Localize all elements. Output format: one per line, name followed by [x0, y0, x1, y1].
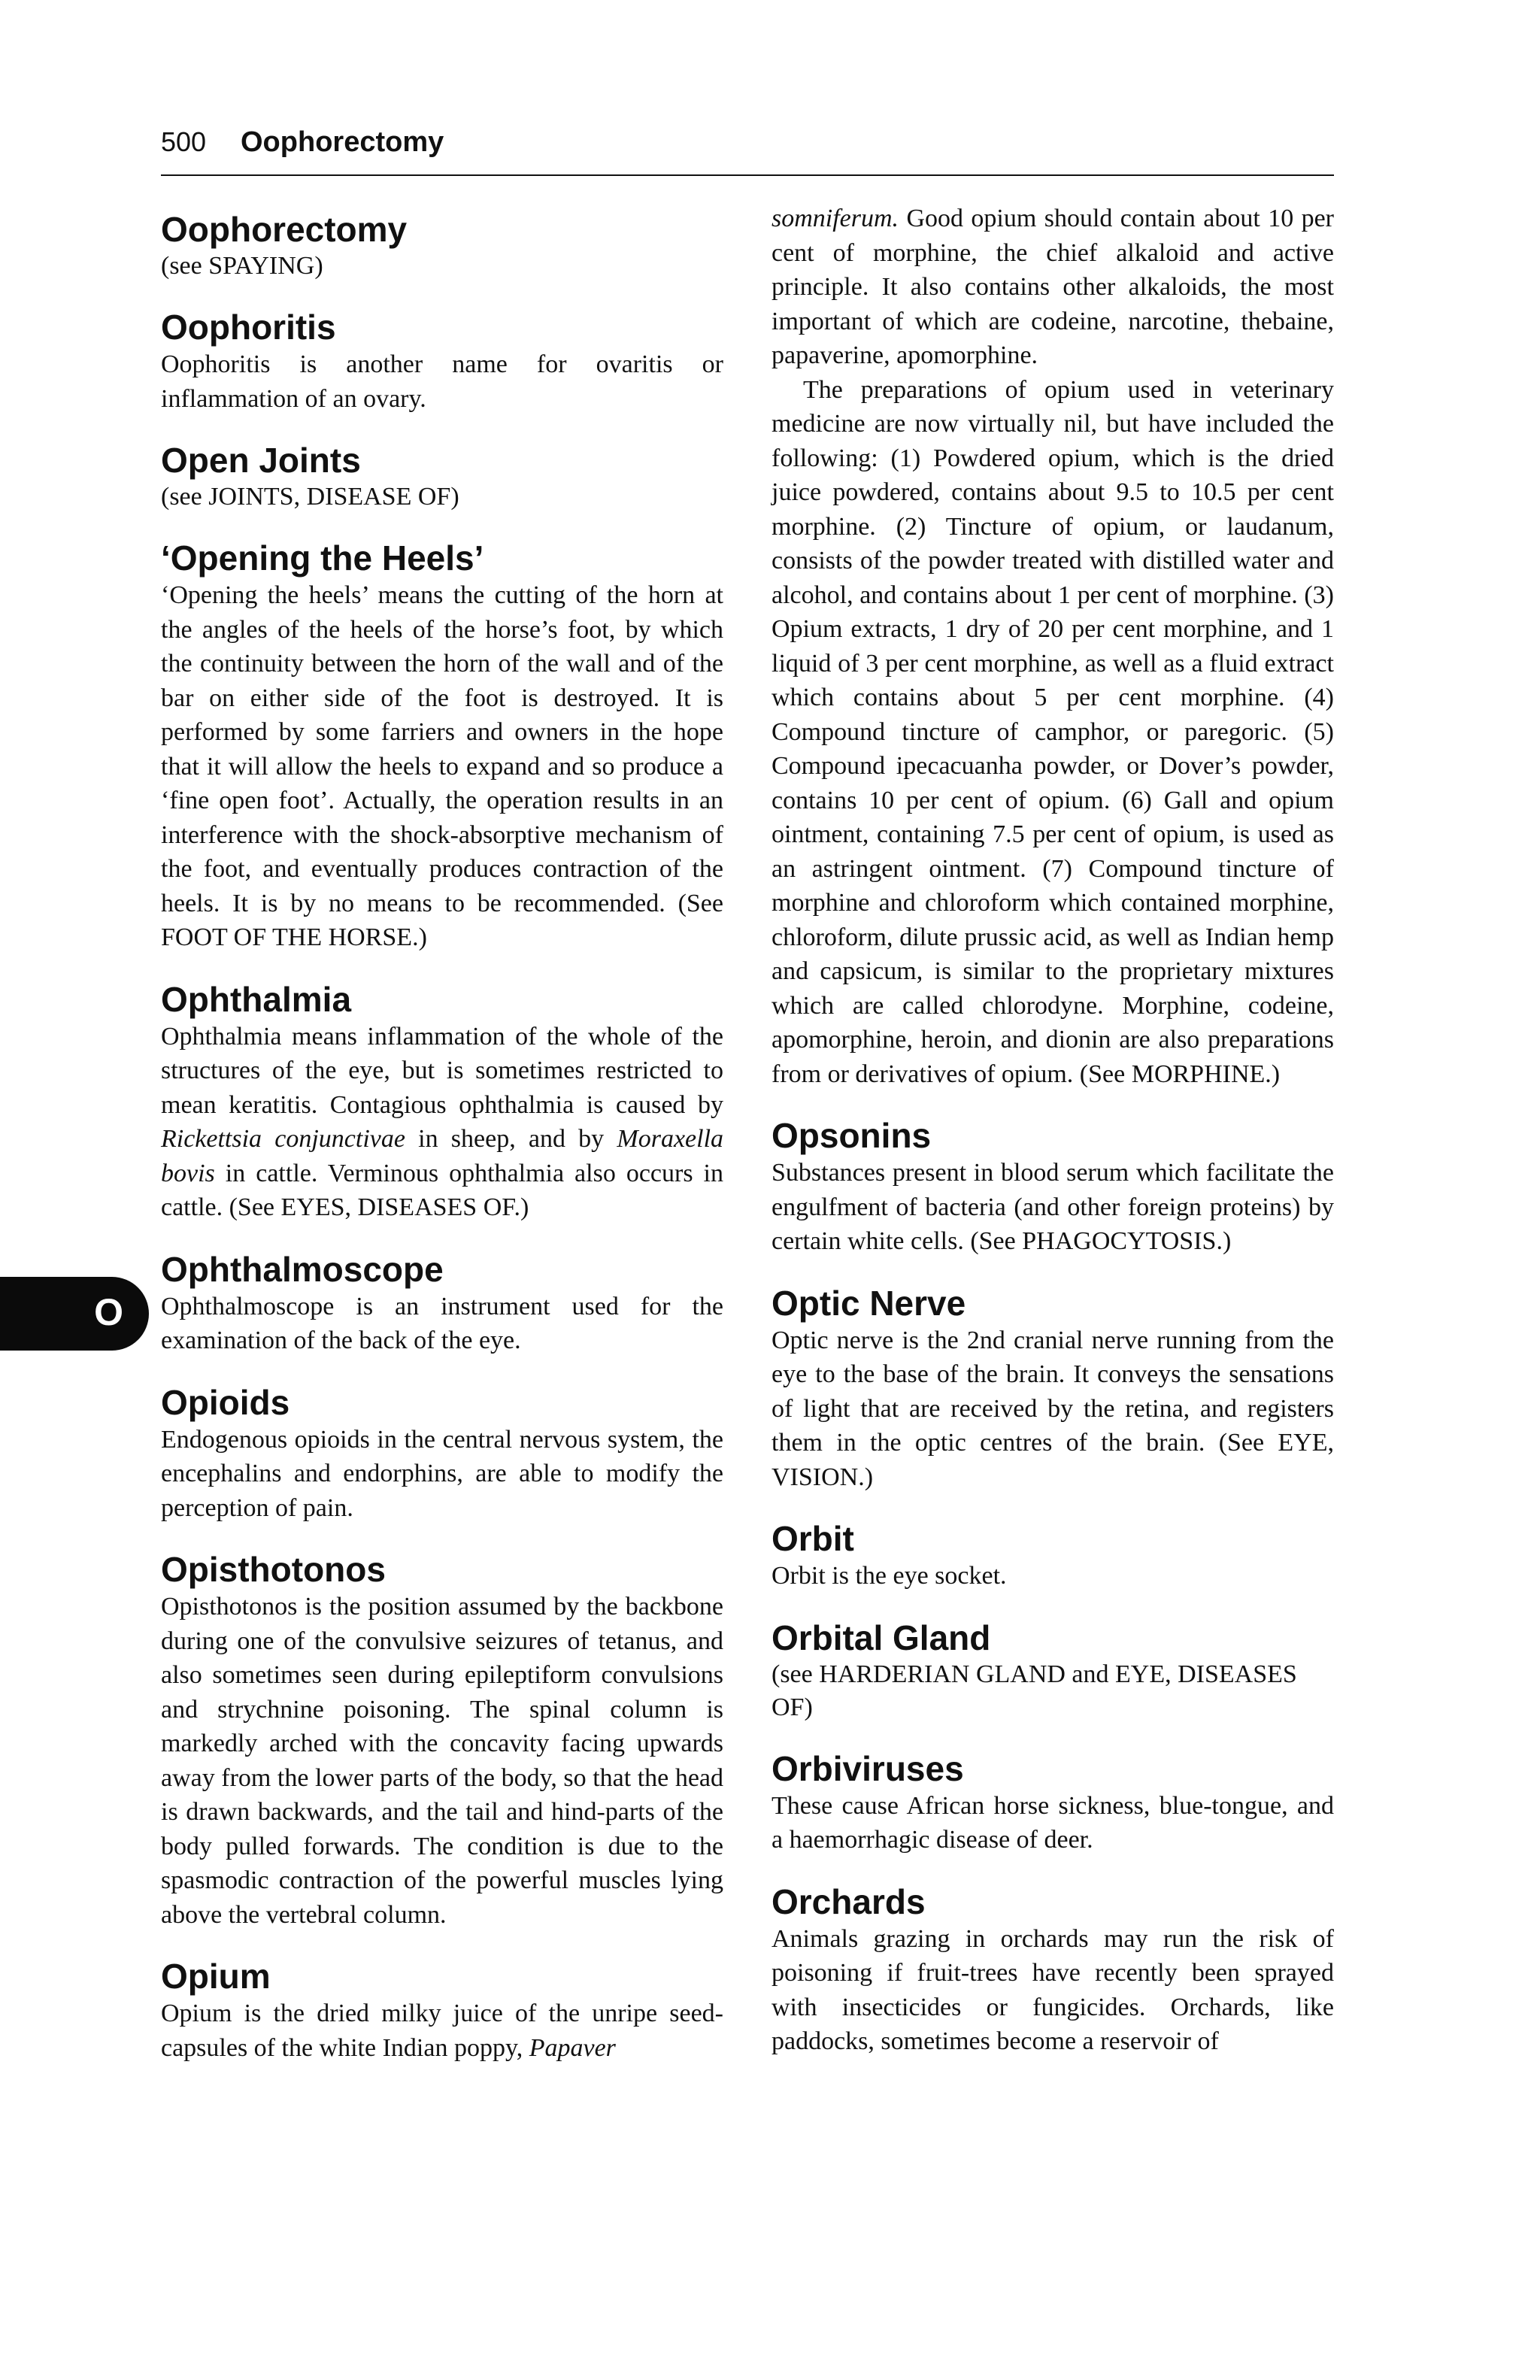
entry-oophoritis [161, 308, 723, 416]
running-title: Oophorectomy [241, 126, 444, 158]
entry-title: Opioids [161, 1382, 290, 1422]
entry-text: ‘Opening the heels’ means the cutting of the horn at the angles of the heels of the horse’s foot, by which the continuity between the horn of the wall and of the bar on either side of the foot is destroyed. It is performed by some farriers and owners in the hope that it will allow the heels to expand and so produce a ‘fine open foot’. Actually, the operation results in an interference with the shock-absorptive mechanism of the foot, and eventually produces contraction of the heels. It is by no means to be recommended. (See FOOT OF THE HORSE.) [161, 581, 723, 951]
entry-text: Animals grazing in orchards may run the risk of poisoning if fruit-trees have recently been sprayed with insecticides or fungicides. Orchards, like paddocks, sometimes become a reservoir of [772, 1924, 1334, 2055]
cross-reference: (see JOINTS, DISEASE OF) [161, 483, 459, 511]
entry-title: Oophoritis [161, 308, 336, 347]
entry-text [161, 1020, 723, 1225]
entry-text: Ophthalmoscope is an instrument used for the examination of the back of the eye. [161, 1292, 723, 1354]
thumb-index-tab [0, 1277, 149, 1351]
entry-title: Orbiviruses [772, 1748, 964, 1788]
entry-title: Optic Nerve [772, 1283, 966, 1323]
entry-orbital-gland [772, 1619, 1334, 1724]
entry-opioids [161, 1384, 723, 1526]
entry-text: Opisthotonos is the position assumed by the backbone during one of the convulsive seizures of tetanus, and also sometimes seen during epileptiform convulsions and strychnine poisoning. The spinal column is markedly arched with the concavity facing upwards away from the lower parts of the body, so that the head is drawn backwards, and the tail and hind-parts of the body pulled forwards. The condition is due to the spasmodic contraction of the powerful muscles lying above the vertebral column. [161, 1593, 723, 1929]
entry-title: Oophorectomy [161, 210, 408, 249]
entry-text: Substances present in blood serum which facilitate the engulfment of bacteria (and other foreign proteins) by certain white cells. (See PHAGOCYTOSIS.) [772, 1159, 1334, 1255]
entry-opium [161, 1957, 723, 2065]
species-name: Moraxella bovis [161, 1125, 724, 1187]
running-header [161, 126, 1334, 176]
entry-title: Orchards [772, 1881, 926, 1921]
entry-title: Ophthalmia [161, 979, 352, 1019]
entry-text: The preparations of opium used in veterinary medicine are now virtually nil, but have included the following: (1) Powdered opium, which is the dried juice powdered, contains about 9.5 to 10.5 per cent morphine. (2) Tincture of opium, or laudanum, consists of the powder treated with distilled water and alcohol, and contains about 1 per cent of morphine. (3) Opium extracts, 1 dry of 20 per cent morphine, and 1 liquid of 3 per cent morphine, as well as a fluid extract which contains about 5 per cent morphine. (4) Compound tincture of camphor, or paregoric. (5) Compound ipecacuanha powder, or Dover’s powder, contains 10 per cent of opium. (6) Gall and opium ointment, containing 7.5 per cent of opium, is used as an astringent ointment. (7) Compound tincture of morphine and chloroform which contained morphine, chloroform, dilute prussic acid, as well as Indian hemp and capsicum, is similar to the proprietary mixtures which are called chlorodyne. Morphine, codeine, apomorphine, heroin, and dionin are also preparations from or derivatives of opium. (See MORPHINE.) [772, 375, 1334, 1088]
entry-title: Ophthalmoscope [161, 1249, 444, 1289]
entry-title: Opsonins [772, 1116, 932, 1155]
right-column [772, 202, 1334, 2084]
text-run: Opium is the dried milky juice of the unripe seed-capsules of the white Indian poppy, [161, 2000, 723, 2062]
species-name: Papaver [529, 2033, 616, 2062]
entry-text [772, 202, 1334, 373]
text-run: in cattle. Verminous ophthalmia also occurs in cattle. (See EYES, DISEASES OF.) [161, 1159, 724, 1221]
species-name: Rickettsia conjunctivae [161, 1125, 405, 1153]
entry-ophthalmoscope [161, 1251, 723, 1358]
entry-opium-continued [772, 202, 1334, 1091]
text-run: Good opium should contain about 10 per cent of morphine, the chief alkaloid and active principle. It also contains other alkaloids, the most important of which are codeine, narcotine, thebaine, papaverine, apomorphine. [772, 205, 1335, 369]
entry-opening-the-heels [161, 539, 723, 955]
entry-open-joints [161, 441, 723, 514]
entry-text: Oophoritis is another name for ovaritis or inflammation of an ovary. [161, 350, 723, 413]
entry-opisthotonos [161, 1551, 723, 1932]
entry-title: Opisthotonos [161, 1550, 386, 1589]
entry-ophthalmia [161, 981, 723, 1225]
entry-title: Orbit [772, 1519, 854, 1558]
entry-text: These cause African horse sickness, blue-tongue, and a haemorrhagic disease of deer. [772, 1791, 1334, 1854]
page-number: 500 [161, 126, 207, 157]
entry-opsonins [772, 1117, 1334, 1259]
entry-title: Open Joints [161, 441, 361, 480]
left-column [161, 202, 723, 2090]
entry-text [161, 1996, 723, 2065]
species-name: somniferum. [772, 205, 899, 232]
entry-optic-nerve [772, 1284, 1334, 1495]
entry-title: Orbital Gland [772, 1617, 991, 1657]
entry-text: Endogenous opioids in the central nervous system, the encephalins and endorphins, are able to modify the perception of pain. [161, 1425, 723, 1522]
entry-text: Orbit is the eye socket. [772, 1562, 1007, 1590]
text-run: Ophthalmia means inflammation of the whole of the structures of the eye, but is sometimes restricted to mean keratitis. Contagious ophthalmia is caused by [161, 1022, 723, 1119]
entry-orbiviruses [772, 1750, 1334, 1857]
entry-title: ‘Opening the Heels’ [161, 538, 484, 578]
thumb-index-letter: O [94, 1291, 123, 1333]
entry-title: Opium [161, 1957, 271, 1996]
entry-orchards [772, 1883, 1334, 2059]
entry-text: Optic nerve is the 2nd cranial nerve running from the eye to the base of the brain. It conveys the sensations of light that are received by the retina, and registers them in the optic centres of the brain. (See EYE, VISION.) [772, 1326, 1334, 1491]
entry-oophorectomy [161, 211, 723, 283]
cross-reference: (see SPAYING) [161, 252, 323, 280]
entry-orbit [772, 1520, 1334, 1593]
cross-reference: (see HARDERIAN GLAND and EYE, DISEASES OF) [772, 1660, 1297, 1721]
text-run: in sheep, and by [418, 1125, 605, 1153]
